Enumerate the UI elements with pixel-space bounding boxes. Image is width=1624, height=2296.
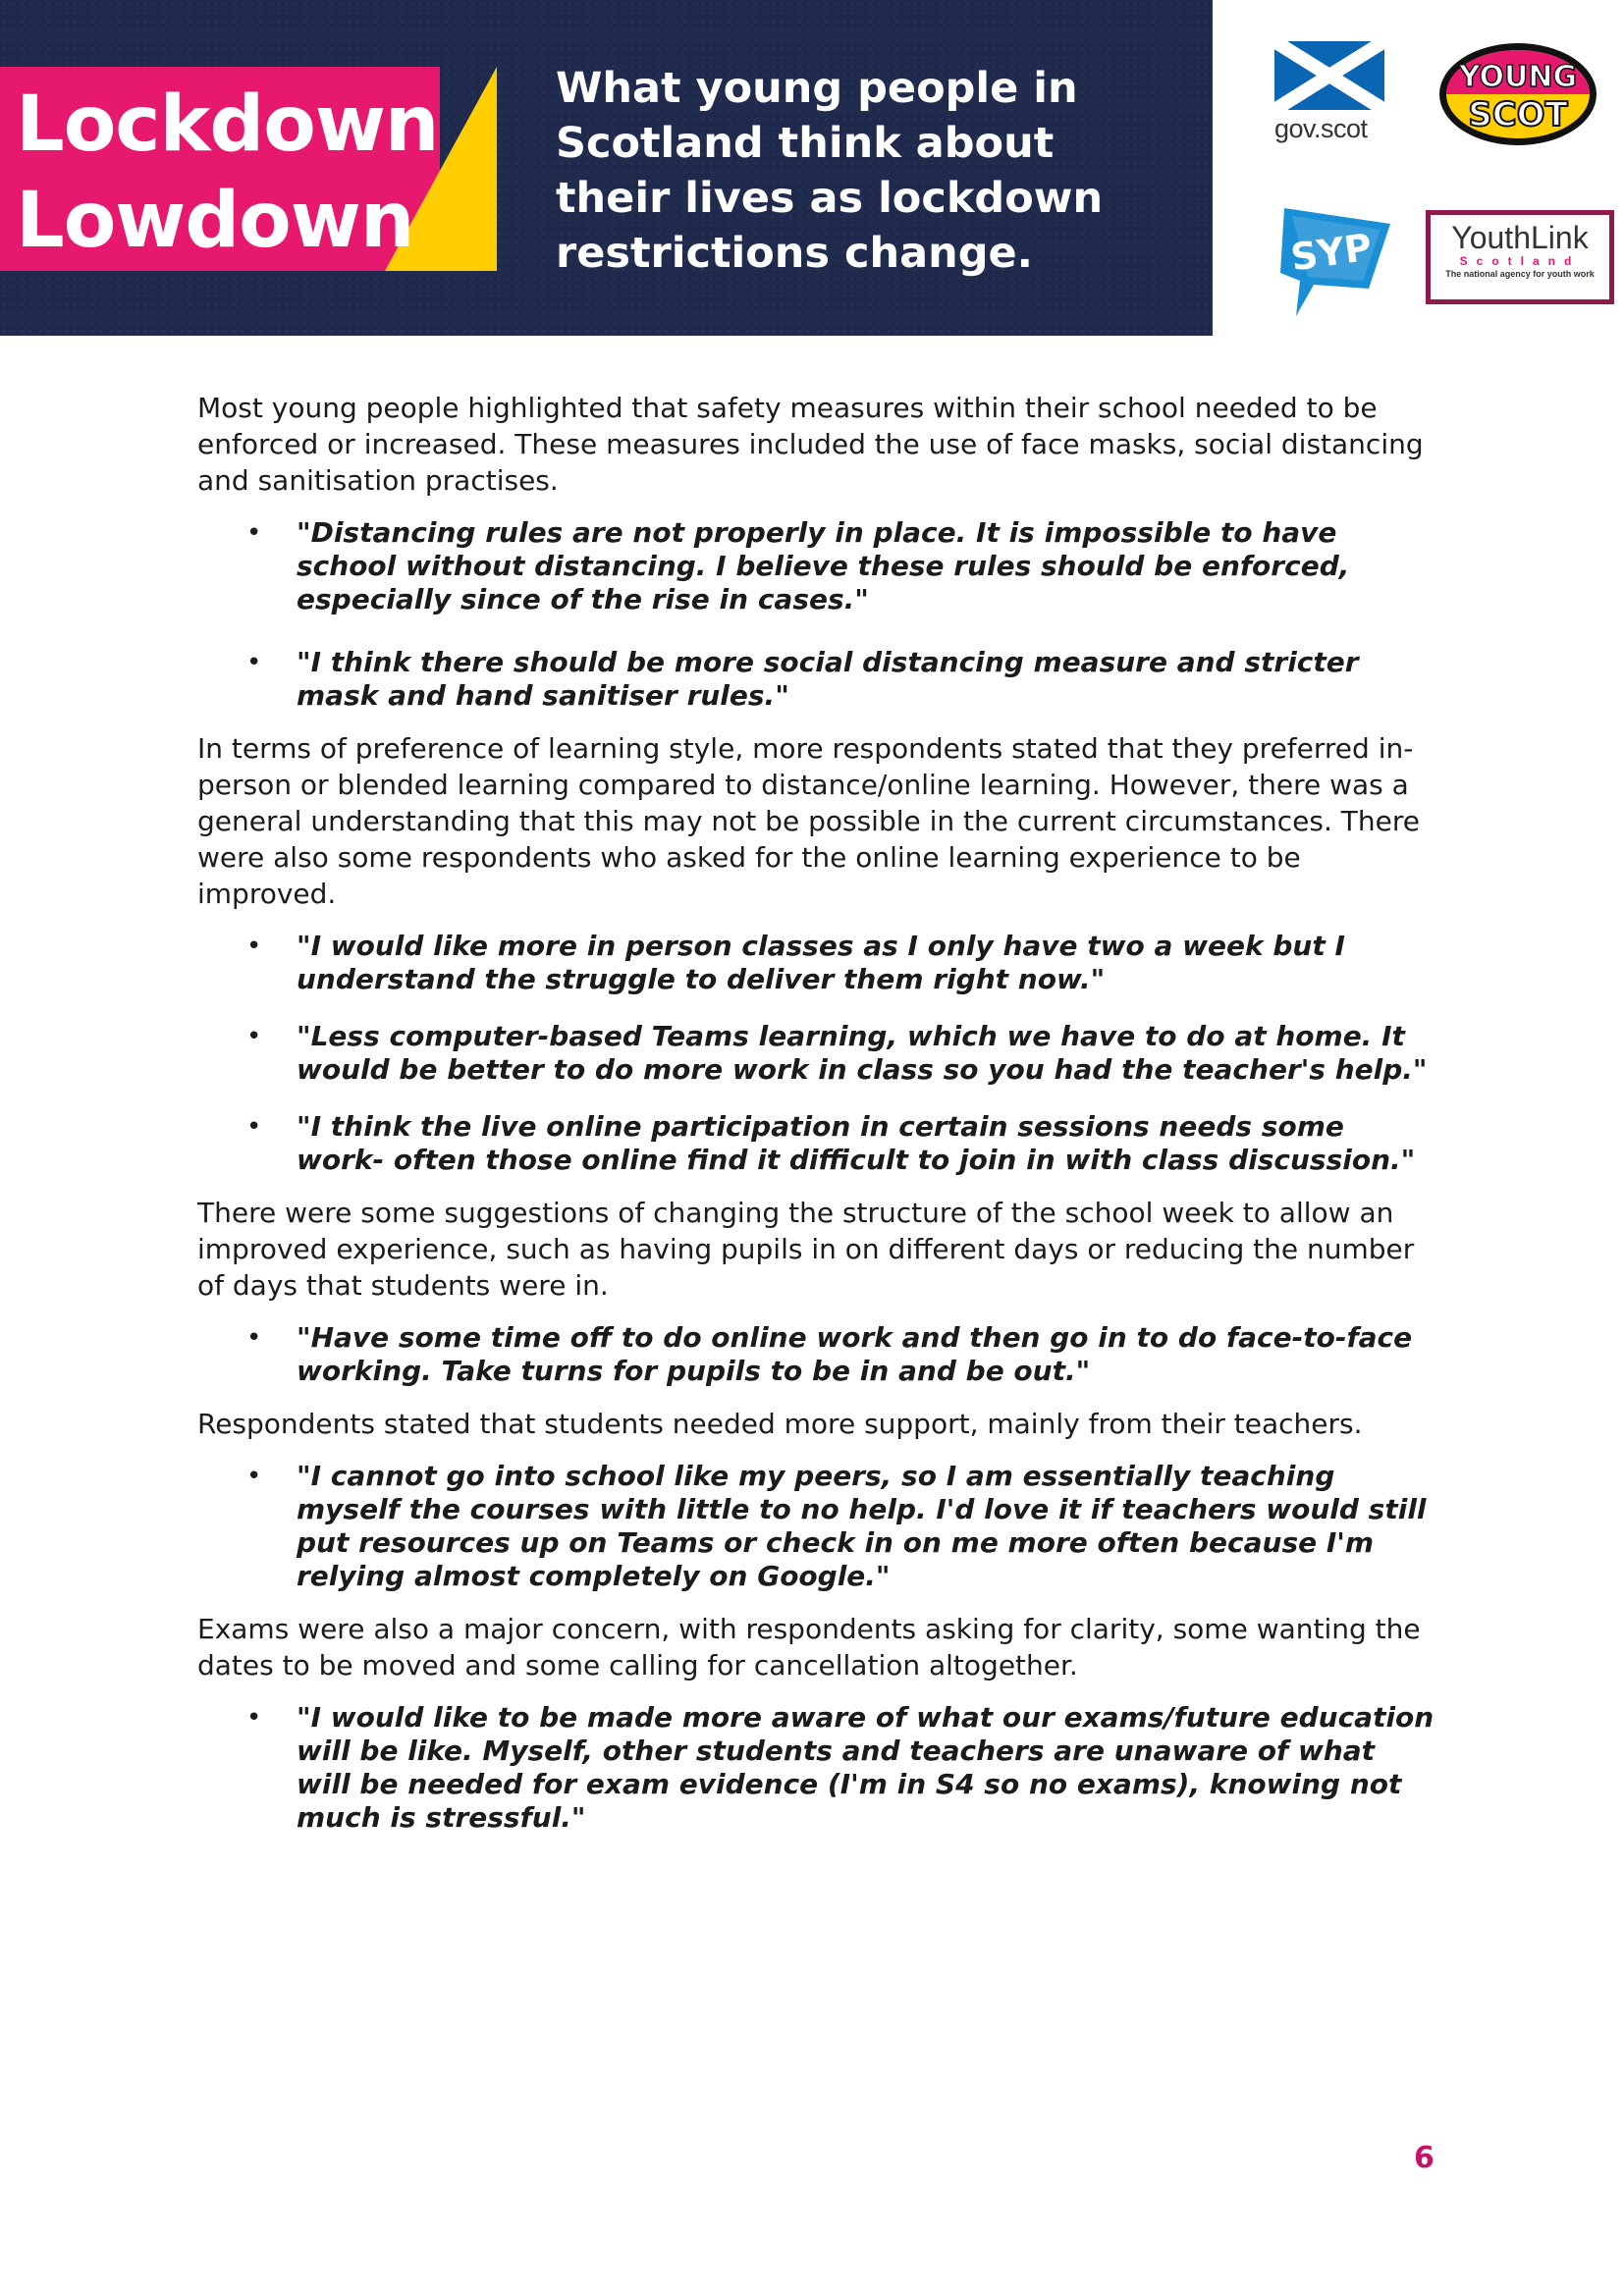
quote-list-safety	[197, 516, 1435, 713]
bullet-icon: •	[246, 932, 262, 961]
bullet-icon: •	[246, 1462, 262, 1491]
bullet-icon: •	[246, 1703, 262, 1733]
syp-label: SYP	[1287, 225, 1375, 280]
youthlink-tagline: The national agency for youth work	[1445, 269, 1595, 279]
quote-text: "I would like more in person classes as I only have two a week but I understand the struggle to deliver them right now."	[297, 930, 1345, 995]
quote-item	[197, 1321, 1435, 1388]
syp-logo	[1274, 194, 1396, 322]
quote-item	[197, 930, 1435, 996]
paragraph-school-week: There were some suggestions of changing the structure of the school week to allow an improved experience, such as having pupils in on different days or reducing the number of days that students were in.	[197, 1197, 1415, 1302]
quote-list-school-week	[197, 1321, 1435, 1388]
quote-list-support	[197, 1460, 1435, 1593]
report-body	[197, 390, 1435, 1852]
quote-text: "I think the live online participation in certain sessions needs some work- often those online find it difficult to join in with class discussion."	[297, 1110, 1416, 1176]
paragraph-learning-style: In terms of preference of learning style, more respondents stated that they preferred in-person or blended learning compared to distance/online learning. However, there was a general understanding that this may not be possible in the current circumstances. There were also some respondents who asked for the online learning experience to be improved.	[197, 732, 1420, 910]
page-number: 6	[1414, 2141, 1435, 2175]
young-scot-badge-icon	[1435, 39, 1600, 149]
saltire-flag-icon	[1274, 41, 1384, 110]
brand-title-line1: Lockdown	[16, 80, 439, 169]
quote-item	[197, 1110, 1435, 1177]
quote-item	[197, 646, 1435, 713]
quote-item	[197, 1020, 1435, 1087]
youthlink-scotland-logo	[1426, 210, 1614, 304]
header-banner	[0, 0, 1213, 336]
youthlink-name: YouthLink	[1451, 220, 1589, 255]
quote-item	[197, 516, 1435, 616]
quote-text: "Distancing rules are not properly in place. It is impossible to have school without distancing. I believe these rules should be enforced, especially since of the rise in cases."	[297, 516, 1350, 615]
bullet-icon: •	[246, 1022, 262, 1051]
young-scot-logo	[1435, 39, 1600, 149]
quote-item	[197, 1460, 1435, 1593]
bullet-icon: •	[246, 648, 262, 677]
gov-scot-logo	[1274, 41, 1392, 149]
youthlink-sub: Scotland	[1459, 254, 1581, 268]
quote-text: "Have some time off to do online work and then go in to do face-to-face working. Take turns for pupils to be in and be out."	[297, 1321, 1413, 1387]
quote-item	[197, 1701, 1435, 1835]
brand-title-line2: Lowdown	[16, 177, 414, 265]
bullet-icon: •	[246, 1112, 262, 1142]
paragraph-support: Respondents stated that students needed more support, mainly from their teachers.	[197, 1408, 1363, 1440]
paragraph-exams: Exams were also a major concern, with respondents asking for clarity, some wanting the dates to be moved and some calling for cancellation altogether.	[197, 1613, 1421, 1682]
quote-list-learning-style	[197, 930, 1435, 1177]
bullet-icon: •	[246, 1323, 262, 1353]
paragraph-safety-measures: Most young people highlighted that safety measures within their school needed to be enforced or increased. These measures included the use of face masks, social distancing and sanitisation practises.	[197, 392, 1424, 497]
quote-text: "I think there should be more social distancing measure and stricter mask and hand sanitiser rules."	[297, 646, 1359, 712]
bullet-icon: •	[246, 518, 262, 548]
syp-speech-bubble-icon	[1274, 194, 1396, 322]
brand-title	[16, 77, 438, 269]
gov-scot-label: gov.scot	[1274, 114, 1368, 143]
quote-text: "Less computer-based Teams learning, which we have to do at home. It would be better to do more work in class so you had the teacher's help."	[297, 1020, 1428, 1086]
young-scot-word-young: YOUNG	[1458, 60, 1578, 94]
young-scot-word-scot: SCOT	[1468, 95, 1568, 134]
quote-text: "I would like to be made more aware of what our exams/future education will be like. Myself, other students and teachers are unaware of what will be needed for exam evidence (I'm in S4 so no exams), knowing not much is stressful."	[297, 1701, 1435, 1834]
quote-list-exams	[197, 1701, 1435, 1835]
banner-tagline: What young people in Scotland think about their lives as lockdown restrictions change.	[556, 64, 1104, 278]
quote-text: "I cannot go into school like my peers, so I am essentially teaching myself the courses with little to no help. I'd love it if teachers would still put resources up on Teams or check in on me more often because I'm relying almost completely on Google."	[297, 1460, 1427, 1592]
